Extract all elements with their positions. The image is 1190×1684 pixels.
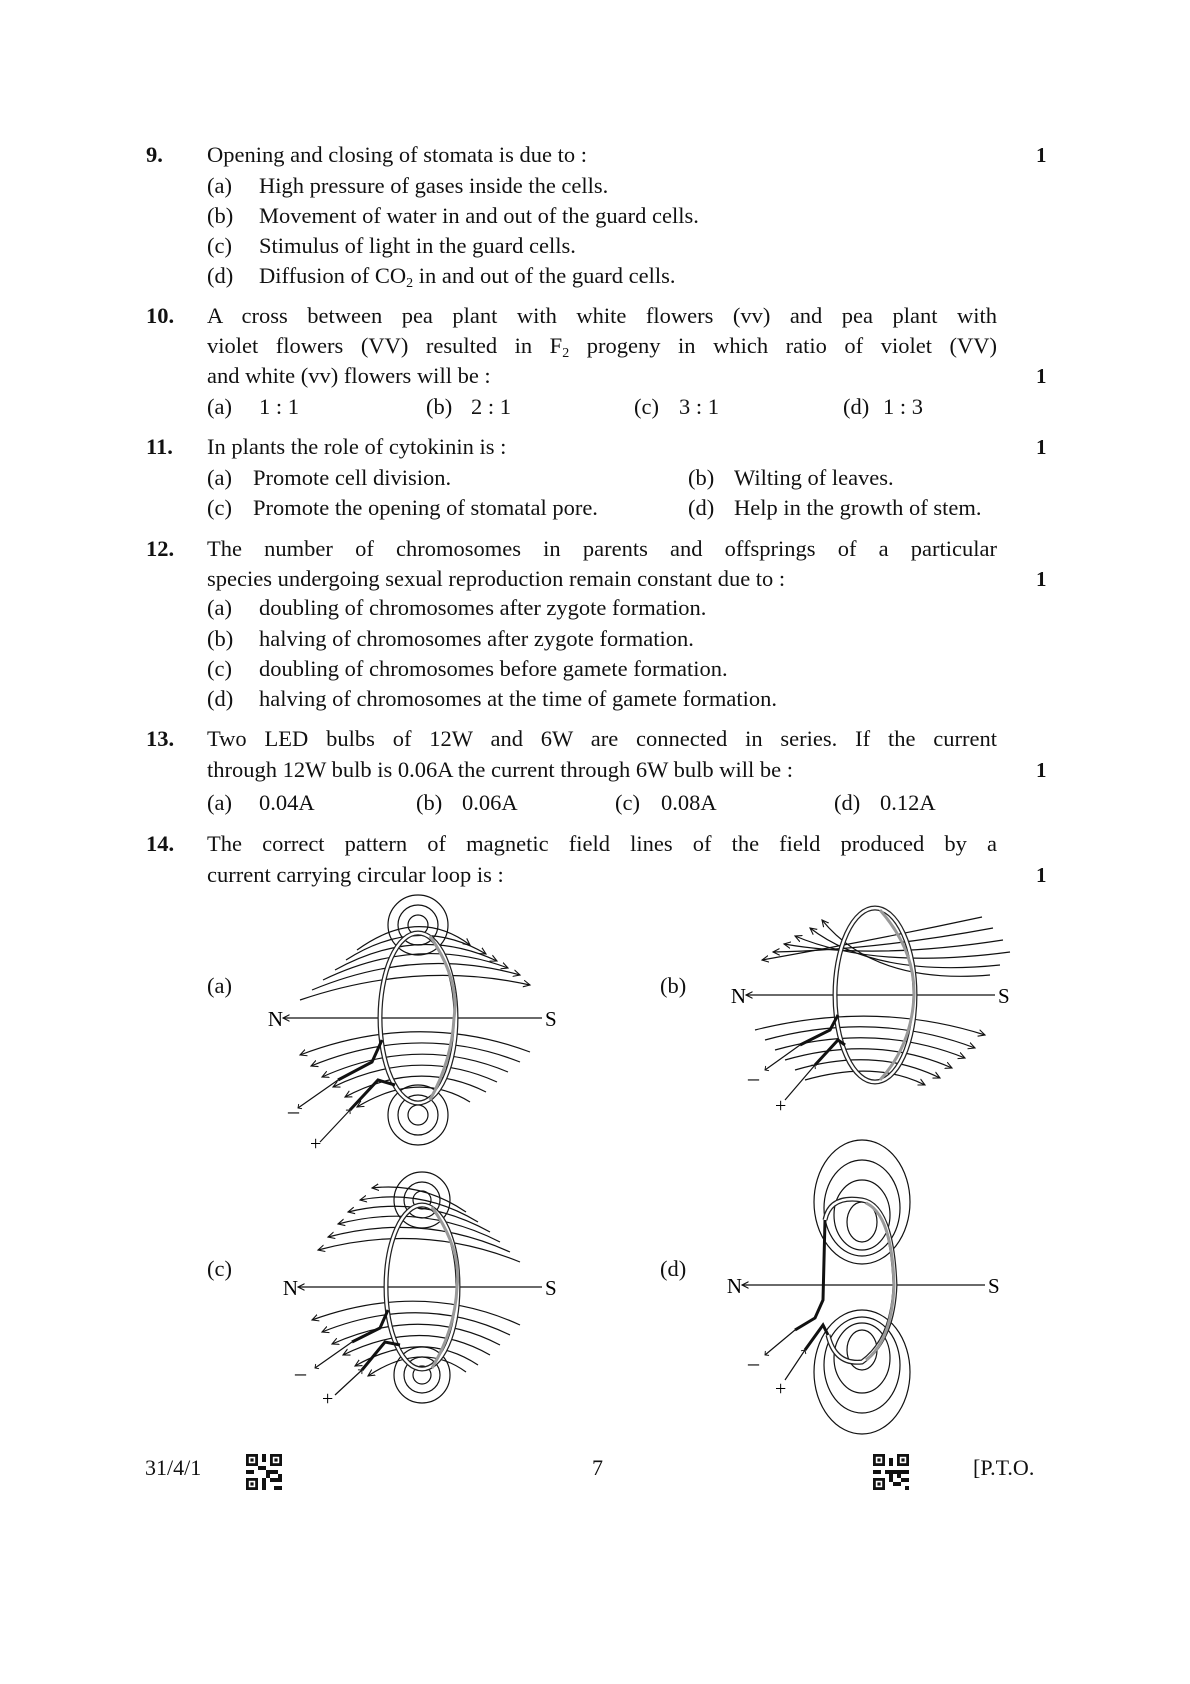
diagram-a bbox=[283, 895, 542, 1145]
question-marks: 1 bbox=[1036, 567, 1047, 591]
option-text: 2 : 1 bbox=[471, 394, 512, 419]
option-text: 0.08A bbox=[661, 790, 717, 815]
svg-text:–: – bbox=[748, 1065, 759, 1090]
question-stem: The number of chromosomes in parents and offsprings of a particular bbox=[207, 536, 997, 561]
option-label: (d) bbox=[207, 686, 234, 711]
question-stem: The correct pattern of magnetic field lines of the field produced by a bbox=[207, 831, 997, 856]
question-marks: 1 bbox=[1036, 758, 1047, 782]
question-number: 13. bbox=[146, 726, 175, 751]
question-number: 10. bbox=[146, 303, 175, 328]
question-stem: through 12W bulb is 0.06A the current through 6W bulb will be : bbox=[207, 757, 793, 782]
option-label: (d) bbox=[688, 495, 715, 520]
option-text: High pressure of gases inside the cells. bbox=[259, 173, 609, 198]
option-text: doubling of chromosomes before gamete formation. bbox=[259, 656, 728, 681]
option-label: (b) bbox=[688, 465, 715, 490]
question-stem: Opening and closing of stomata is due to : bbox=[207, 142, 587, 167]
option-text: Help in the growth of stem. bbox=[734, 495, 982, 520]
svg-text:+: + bbox=[775, 1378, 787, 1400]
option-label: (c) bbox=[207, 233, 232, 258]
question-stem: violet flowers (VV) resulted in $F_2$ progeny in which ratio of violet (VV) bbox=[207, 333, 997, 361]
field-lines-lower bbox=[312, 1301, 520, 1376]
question-number: 14. bbox=[146, 831, 175, 856]
question-stem: In plants the role of cytokinin is : bbox=[207, 434, 507, 459]
pto-label: [P.T.O. bbox=[973, 1455, 1035, 1480]
option-label: (d) bbox=[834, 790, 861, 815]
question-stem: and white (vv) flowers will be : bbox=[207, 363, 491, 388]
option-label: (a) bbox=[207, 790, 232, 815]
option-text: Diffusion of $CO_2$ in and out of the guard cells. bbox=[259, 263, 676, 291]
diagram-label-b: (b) bbox=[660, 973, 687, 998]
question-marks: 1 bbox=[1036, 863, 1047, 887]
option-text: Promote the opening of stomatal pore. bbox=[253, 495, 598, 520]
option-label: (b) bbox=[416, 790, 443, 815]
diagram-label-c: (c) bbox=[207, 1256, 232, 1281]
option-label: (a) bbox=[207, 465, 232, 490]
question-marks: 1 bbox=[1036, 143, 1047, 167]
option-text: Stimulus of light in the guard cells. bbox=[259, 233, 576, 258]
option-label: (b) bbox=[426, 394, 453, 419]
question-stem: A cross between pea plant with white flowers (vv) and pea plant with bbox=[207, 303, 997, 328]
field-lines-lower bbox=[755, 1016, 985, 1085]
diagram-c bbox=[298, 1172, 542, 1403]
option-text: Movement of water in and out of the guard cells. bbox=[259, 203, 699, 228]
south-label: S bbox=[545, 1007, 557, 1031]
qr-code-left-icon bbox=[246, 1454, 282, 1490]
paper-code: 31/4/1 bbox=[145, 1455, 202, 1480]
option-label: (c) bbox=[615, 790, 640, 815]
option-label: (a) bbox=[207, 595, 232, 620]
option-text: Promote cell division. bbox=[253, 465, 452, 490]
question-stem: species undergoing sexual reproduction remain constant due to : bbox=[207, 566, 786, 591]
svg-text:N: N bbox=[282, 1276, 298, 1300]
question-number: 12. bbox=[146, 536, 175, 561]
question-marks: 1 bbox=[1036, 364, 1047, 388]
svg-text:–: – bbox=[295, 1360, 306, 1385]
svg-text:S: S bbox=[988, 1274, 1000, 1298]
question-number: 11. bbox=[146, 434, 173, 459]
question-stem: current carrying circular loop is : bbox=[207, 862, 504, 887]
question-number: 9. bbox=[146, 142, 163, 167]
question-marks: 1 bbox=[1036, 435, 1047, 459]
field-lines-upper bbox=[762, 917, 1010, 976]
option-label: (a) bbox=[207, 173, 232, 198]
svg-text:+: + bbox=[775, 1095, 787, 1117]
svg-text:+: + bbox=[310, 1133, 322, 1155]
svg-text:N: N bbox=[730, 984, 746, 1008]
option-text: halving of chromosomes after zygote formation. bbox=[259, 626, 694, 651]
north-label: N bbox=[267, 1007, 283, 1031]
option-text: 0.04A bbox=[259, 790, 315, 815]
option-text: 1 : 3 bbox=[883, 394, 924, 419]
svg-text:–: – bbox=[748, 1350, 759, 1375]
option-label: (c) bbox=[634, 394, 659, 419]
option-text: 1 : 1 bbox=[259, 394, 300, 419]
svg-text:S: S bbox=[998, 984, 1010, 1008]
option-text: Wilting of leaves. bbox=[734, 465, 894, 490]
option-text: 0.12A bbox=[880, 790, 936, 815]
field-circles-lower bbox=[814, 1310, 910, 1434]
svg-text:N: N bbox=[726, 1274, 742, 1298]
option-text: doubling of chromosomes after zygote formation. bbox=[259, 595, 707, 620]
option-label: (b) bbox=[207, 203, 234, 228]
option-text: halving of chromosomes at the time of gamete formation. bbox=[259, 686, 777, 711]
field-lines-upper bbox=[318, 1187, 520, 1262]
qr-code-right-icon bbox=[873, 1454, 909, 1490]
diagram-b bbox=[746, 908, 1010, 1100]
option-label: (d) bbox=[207, 263, 234, 288]
option-label: (c) bbox=[207, 495, 232, 520]
field-lines-upper bbox=[300, 927, 530, 1000]
svg-text:–: – bbox=[288, 1098, 299, 1123]
option-label: (a) bbox=[207, 394, 232, 419]
page-number: 7 bbox=[592, 1455, 603, 1480]
option-text: 0.06A bbox=[462, 790, 518, 815]
option-text: 3 : 1 bbox=[679, 394, 720, 419]
option-label: (c) bbox=[207, 656, 232, 681]
question-stem: Two LED bulbs of 12W and 6W are connected in series. If the current bbox=[207, 726, 997, 751]
option-label: (d) bbox=[843, 394, 870, 419]
svg-text:S: S bbox=[545, 1276, 557, 1300]
option-label: (b) bbox=[207, 626, 234, 651]
svg-text:+: + bbox=[322, 1388, 334, 1410]
diagram-label-a: (a) bbox=[207, 973, 232, 998]
diagram-label-d: (d) bbox=[660, 1256, 687, 1281]
